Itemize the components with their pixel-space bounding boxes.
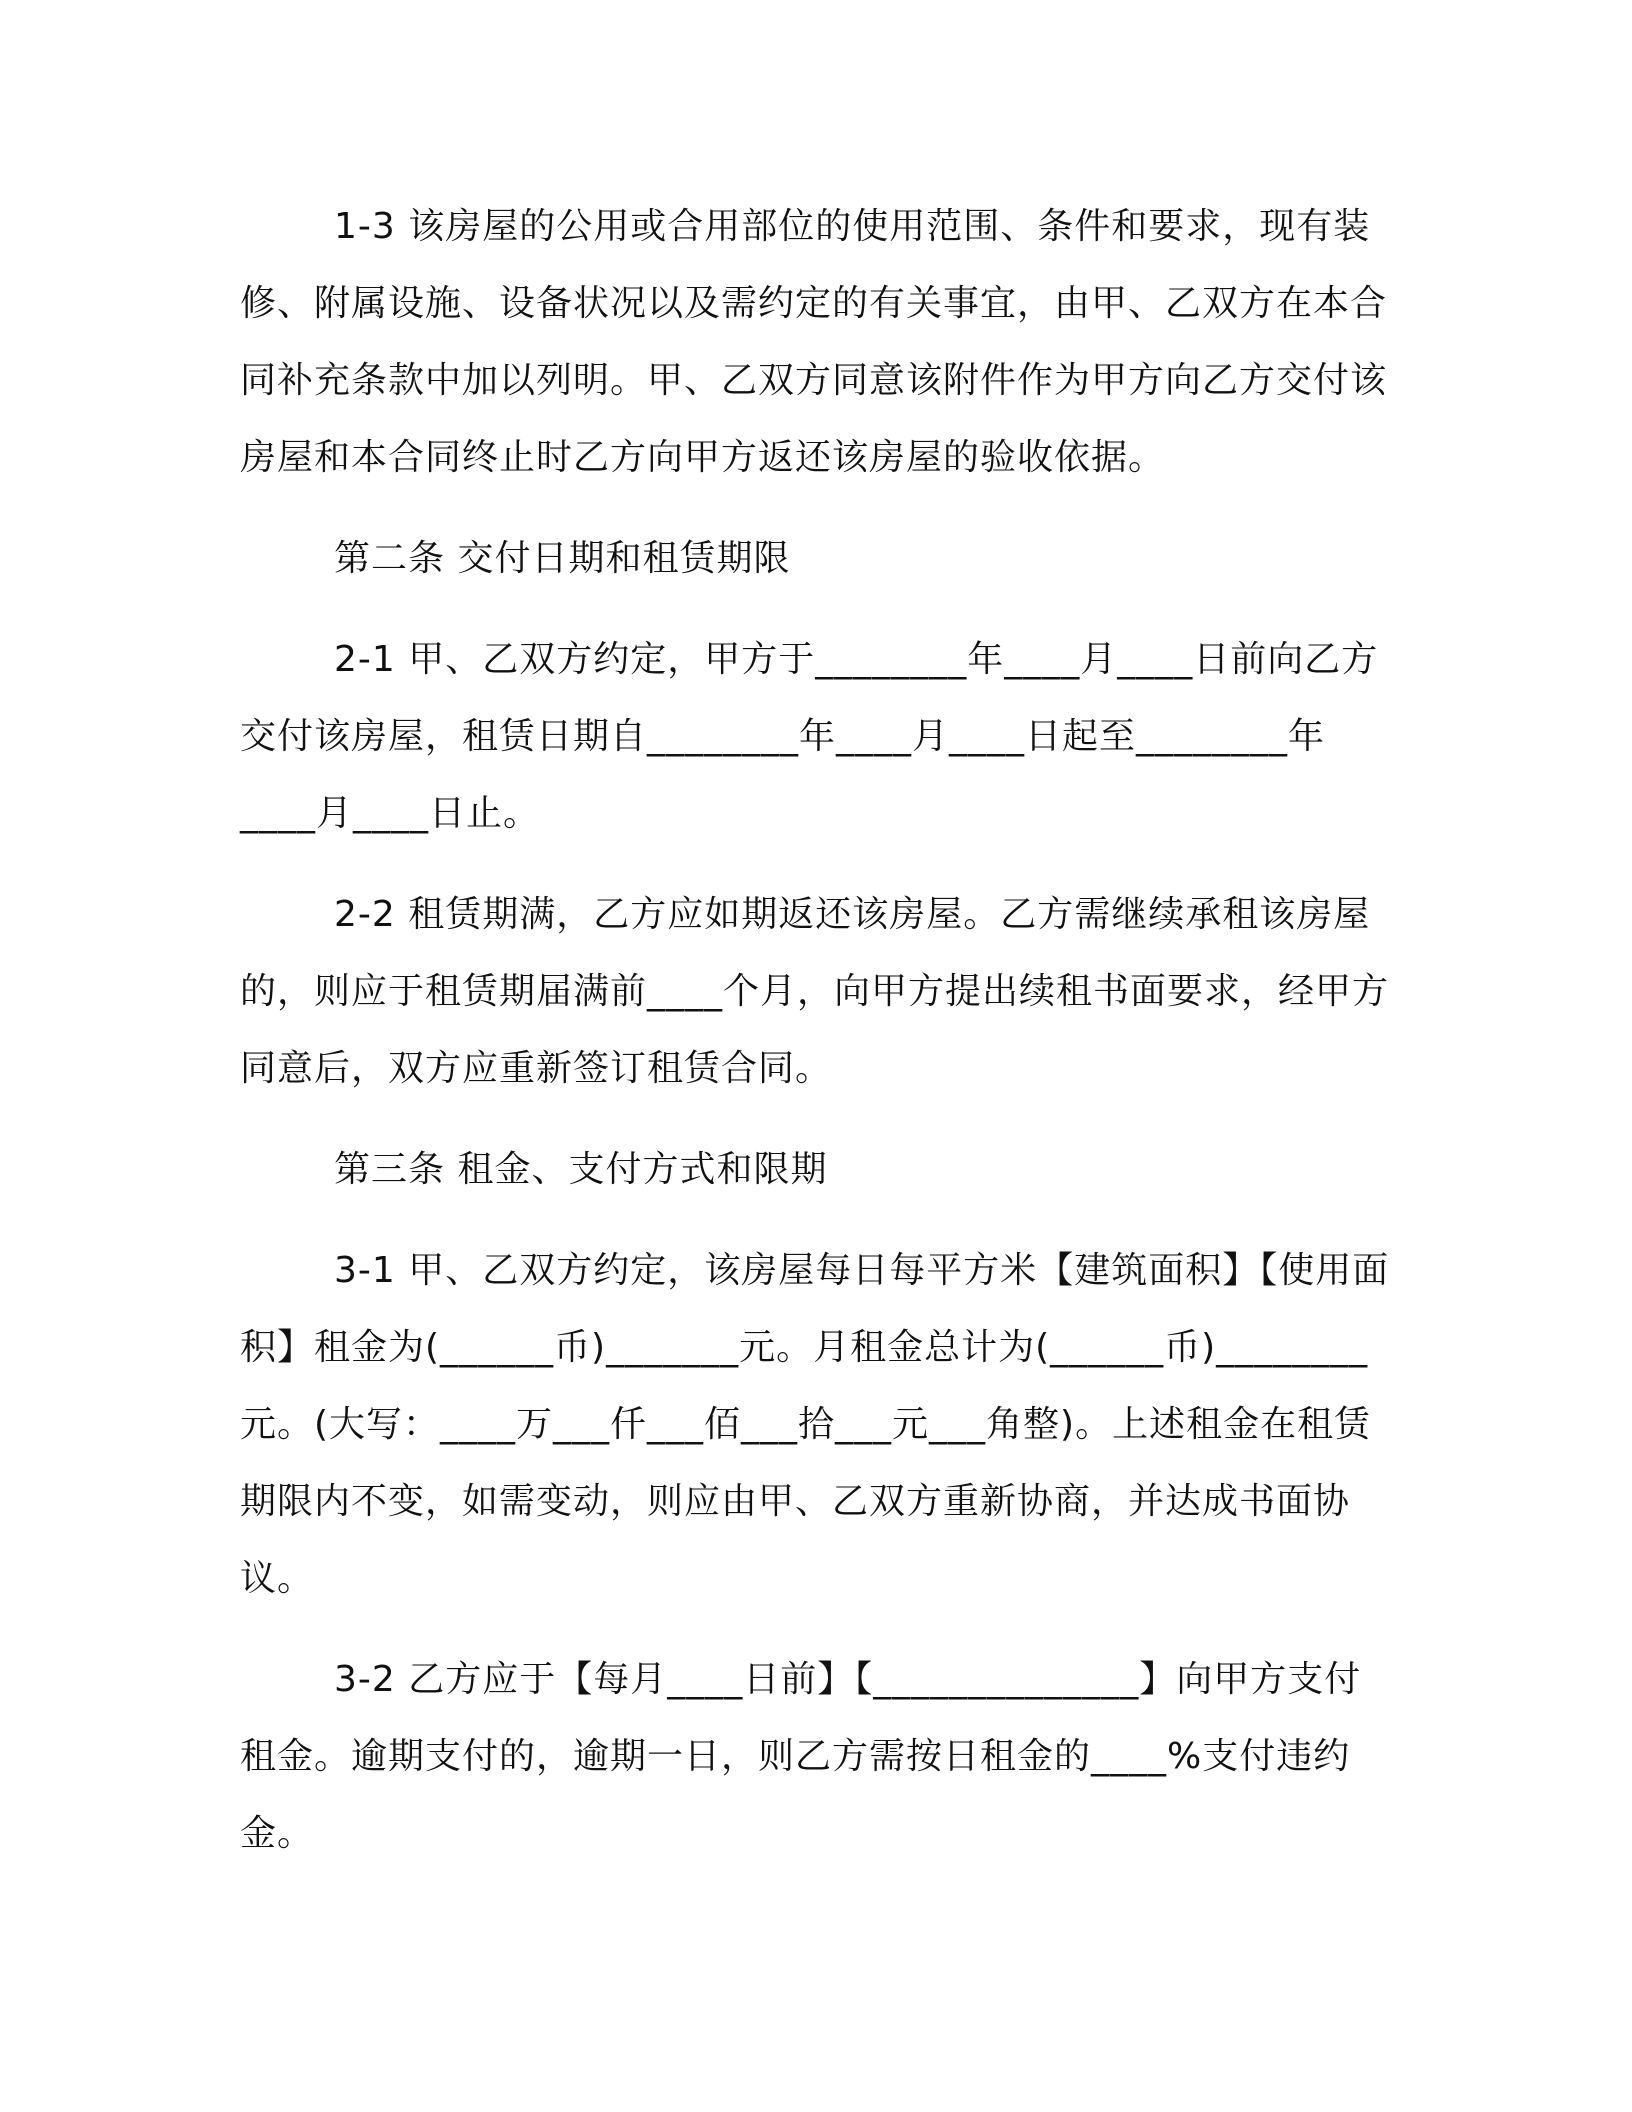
clause-1-3: 1-3 该房屋的公用或合用部位的使用范围、条件和要求，现有装修、附属设施、设备状况以及需约定的有关事宜，由甲、乙双方在本合同补充条款中加以列明。甲、乙双方同意该附件作为甲方向乙方交付该房屋和本合同终止时乙方向甲方返还该房屋的验收依据。 <box>240 206 1388 478</box>
document-body <box>240 188 1390 1872</box>
article-2-heading: 第二条 交付日期和租赁期限 <box>334 538 791 579</box>
clause-3-2: 3-2 乙方应于【每月____日前】【______________】向甲方支付租金。逾期支付的，逾期一日，则乙方需按日租金的____%支付违约金。 <box>240 1659 1362 1854</box>
clause-3-1: 3-1 甲、乙双方约定，该房屋每日每平方米【建筑面积】【使用面积】租金为(______币)_______元。月租金总计为(______币)________元。(大写：____万___仟___佰___拾___元___角整)。上述租金在租赁期限内不变，如需变动，则应由甲、乙双方重新协商，并达成书面协议。 <box>240 1250 1390 1599</box>
clause-2-2: 2-2 租赁期满，乙方应如期返还该房屋。乙方需继续承租该房屋的，则应于租赁期届满前____个月，向甲方提出续租书面要求，经甲方同意后，双方应重新签订租赁合同。 <box>240 894 1390 1089</box>
article-3-heading: 第三条 租金、支付方式和限期 <box>334 1149 828 1190</box>
clause-2-1: 2-1 甲、乙双方约定，甲方于________年____月____日前向乙方交付该房屋，租赁日期自________年____月____日起至________年____月____日止。 <box>240 639 1379 834</box>
